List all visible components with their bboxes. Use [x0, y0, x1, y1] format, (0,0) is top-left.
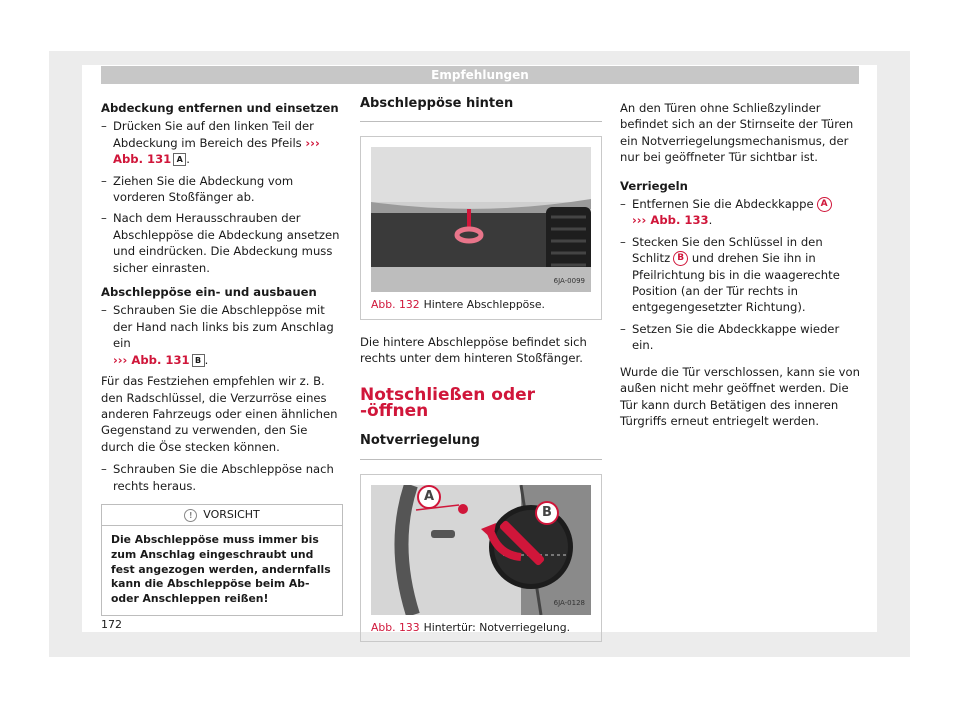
- figure-link[interactable]: ››› Abb. 131: [113, 352, 190, 367]
- page-header: Empfehlungen: [101, 66, 859, 84]
- figure-code: 6JA-0128: [553, 599, 585, 608]
- paragraph: Wurde die Tür verschlossen, kann sie von außen nicht mehr geöffnet werden. Die Tür kann durch Betätigen des inneren Türgriffs erneut entriegelt werden.: [620, 364, 860, 428]
- rear-bumper-illustration: [371, 147, 591, 292]
- page-number: 172: [101, 618, 122, 631]
- figure-link[interactable]: ››› Abb. 131: [113, 135, 320, 167]
- column-left: [101, 100, 343, 616]
- list-item: – Schrauben Sie die Abschleppöse nach rechts heraus.: [101, 461, 343, 494]
- callout-badge: A: [817, 197, 832, 212]
- figure-link[interactable]: ››› Abb. 133: [632, 213, 709, 228]
- list-item: – Schrauben Sie die Abschleppöse mit der Hand nach links bis zum Anschlag ein ››› Abb. 131 B .: [101, 302, 343, 368]
- list-item: – Drücken Sie auf den linken Teil der Abdeckung im Bereich des Pfeils ››› Abb. 131 A .: [101, 118, 343, 167]
- section-title: Abschleppöse hinten: [360, 95, 602, 122]
- caution-text: Die Abschleppöse muss immer bis zum Anschlag eingeschraubt und fest angezogen werden, andernfalls kann die Abschleppöse beim Ab- oder Anschleppen reißen!: [111, 532, 331, 606]
- callout-a: A: [424, 488, 435, 504]
- list-item: – Nach dem Herausschrauben der Abschleppöse die Abdeckung ansetzen und eindrücken. Die Abdeckung muss sicher einrasten.: [101, 210, 343, 276]
- figure-image-towing-eye: [371, 147, 591, 292]
- subheading-towing-eye: Abschleppöse ein- und ausbauen: [101, 285, 317, 300]
- figure-number: Abb. 133: [371, 620, 420, 634]
- list-item: – Ziehen Sie die Abdeckung vom vorderen Stoßfänger ab.: [101, 173, 343, 206]
- chapter-heading: Notschließen oder -öffnen: [360, 384, 536, 422]
- figure-caption: Abb. 133 Hintertür: Notverriegelung.: [371, 620, 570, 634]
- callout-badge: B: [673, 251, 688, 266]
- figure-number: Abb. 132: [371, 298, 420, 312]
- subheading-lock: Verriegeln: [620, 178, 688, 193]
- figure-132: [360, 136, 602, 319]
- paragraph: An den Türen ohne Schließzylinder befindet sich an der Stirnseite der Türen ein Notverriegelungsmechanismus, der nur bei geöffneter Tür sichtbar ist.: [620, 101, 854, 165]
- figure-image-emergency-lock: [371, 485, 591, 615]
- figure-caption: Abb. 132 Hintere Abschleppöse.: [371, 298, 545, 312]
- paragraph: Für das Festziehen empfehlen wir z. B. den Radschlüssel, die Verzurröse eines anderen Fahrzeugs oder einen ähnlichen Gegenstand zu verwenden, den Sie durch die Öse stecken können.: [101, 374, 338, 454]
- figure-badge: B: [192, 354, 205, 367]
- column-middle: [360, 95, 602, 642]
- figure-133: [360, 474, 602, 642]
- figure-badge: A: [173, 153, 186, 166]
- subsection-title: Notverriegelung: [360, 433, 602, 459]
- warning-icon: !: [184, 509, 197, 522]
- figure-code: 6JA-0099: [553, 277, 585, 285]
- subheading-cover: Abdeckung entfernen und einsetzen: [101, 101, 339, 115]
- column-right: [620, 100, 860, 435]
- list-item: – Setzen Sie die Abdeckkappe wieder ein.: [620, 321, 860, 354]
- paragraph: Die hintere Abschleppöse befindet sich rechts unter dem hinteren Stoßfänger.: [360, 334, 587, 366]
- list-item: – Entfernen Sie die Abdeckkappe A ››› Abb. 133.: [620, 196, 860, 229]
- caution-box: [101, 504, 343, 616]
- callout-b: B: [542, 504, 552, 520]
- caution-header: ! VORSICHT: [102, 505, 342, 526]
- list-item: – Stecken Sie den Schlüssel in den Schlitz B und drehen Sie ihn in Pfeilrichtung bis in die waagerechte Position (an der Tür rechts in entgegengesetzter Richtung).: [620, 234, 860, 316]
